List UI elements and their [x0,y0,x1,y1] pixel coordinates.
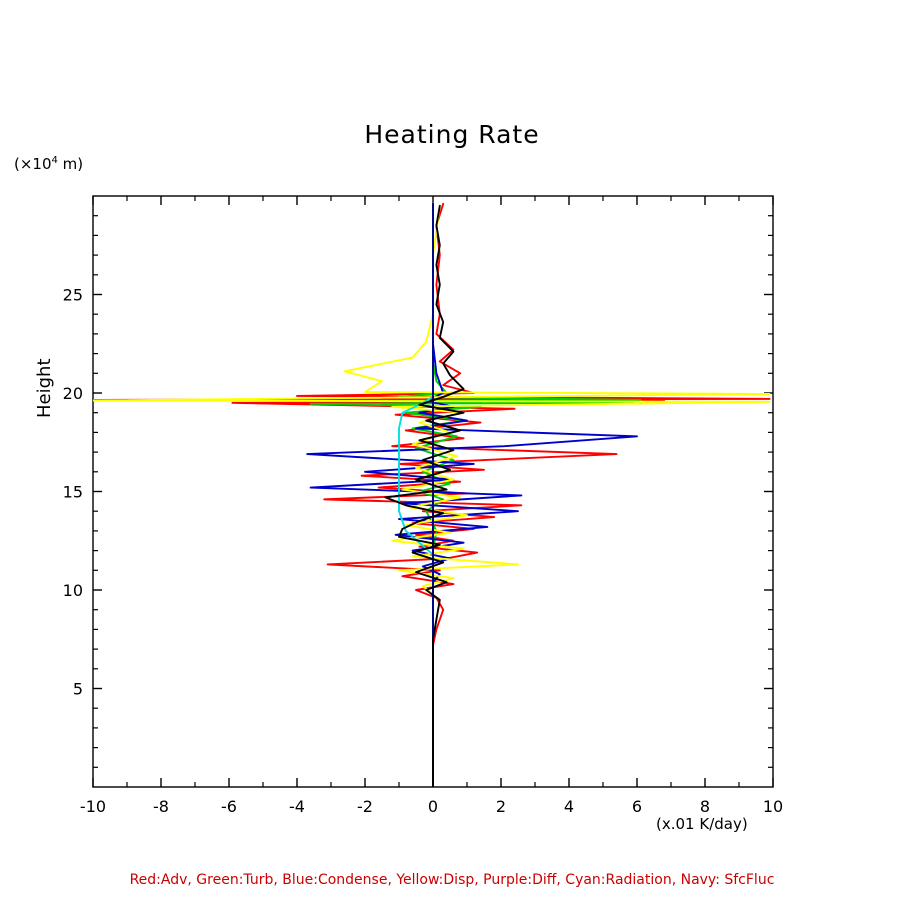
x-tick-label: -4 [289,797,305,816]
y-tick-label: 15 [62,482,83,502]
y-tick-label: 10 [62,581,83,600]
chart-legend: Red:Adv, Green:Turb, Blue:Condense, Yellow:Disp, Purple:Diff, Cyan:Radiation, Navy: SfcFluc [129,872,775,888]
y-axis-label: Height [34,358,55,418]
x-tick-label: -8 [153,797,169,816]
y-tick-label: 5 [72,679,83,699]
x-tick-label: -10 [79,797,107,816]
chart-title: Heating Rate [364,120,540,149]
x-tick-label: 10 [762,797,784,816]
x-axis-units-label: (x.01 K/day) [656,815,748,833]
x-tick-label: 0 [427,797,439,816]
x-tick-label: 2 [495,797,507,816]
x-tick-label: 4 [563,797,575,816]
x-tick-label: -6 [221,797,237,816]
y-tick-label: 25 [62,285,83,305]
series-line-turb [311,204,641,787]
y-tick-label: 20 [62,384,83,403]
x-tick-label: 6 [631,797,643,816]
y-axis-units-label: ($\times 10^4$ m) [14,155,84,173]
x-tick-label: -2 [357,797,373,816]
series-group [93,204,770,787]
series-line-condense [307,204,637,787]
x-tick-label: 8 [699,797,711,816]
